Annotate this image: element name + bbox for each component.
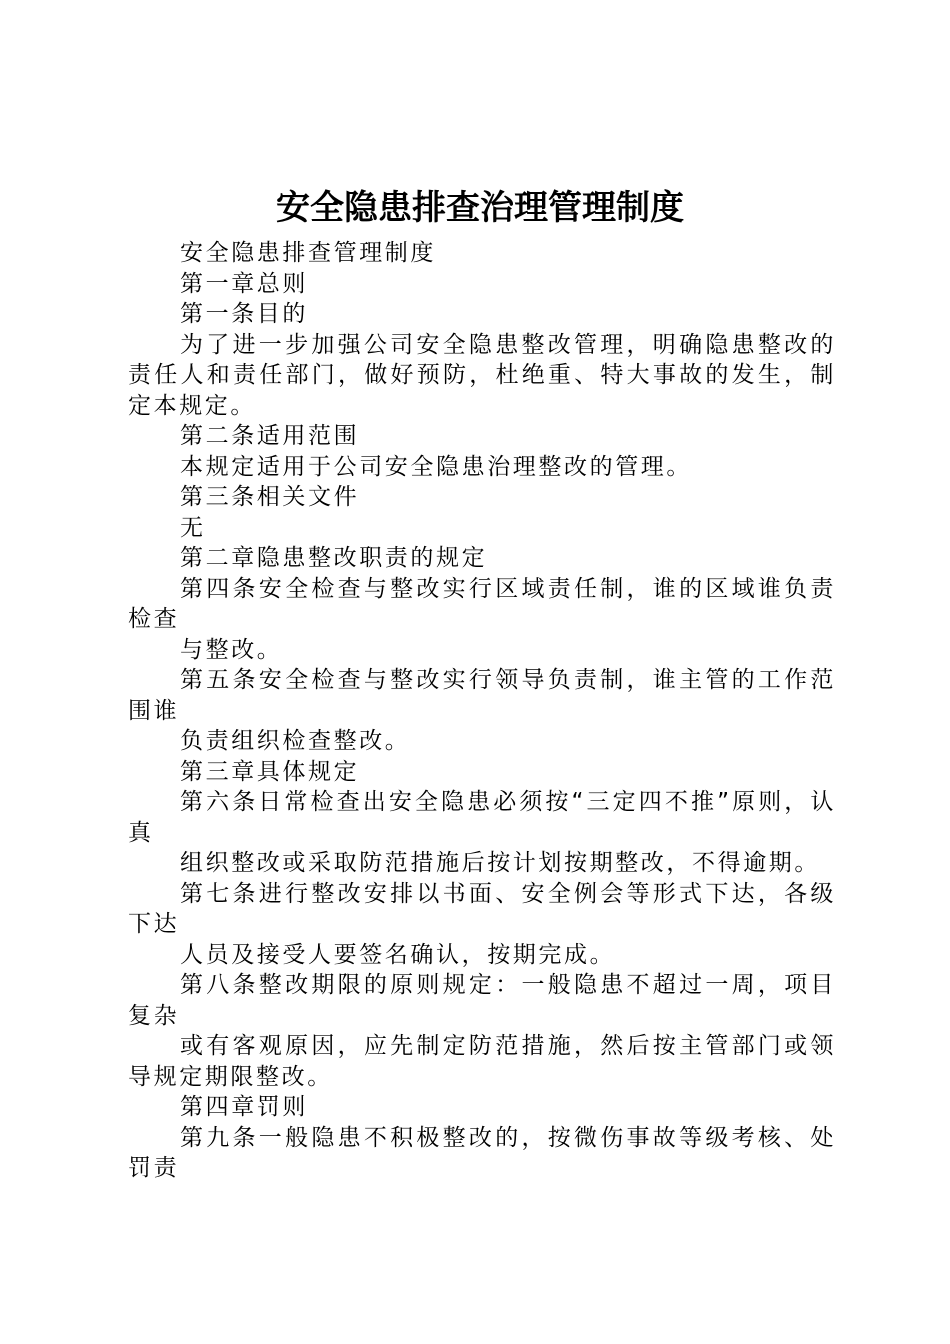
chapter-heading: 第四章罚则 bbox=[180, 1094, 308, 1120]
paragraph: 与整改。 bbox=[180, 636, 283, 663]
paragraph: 第四条安全检查与整改实行区域责任制，谁的区域谁负责检查 bbox=[128, 575, 836, 632]
paragraph: 人员及接受人要签名确认，按期完成。 bbox=[180, 941, 616, 968]
paragraph: 第九条一般隐患不积极整改的，按微伤事故等级考核、处罚责 bbox=[128, 1124, 836, 1181]
paragraph: 第五条安全检查与整改实行领导负责制，谁主管的工作范围谁 bbox=[128, 667, 836, 724]
document-title: 安全隐患排查治理管理制度 bbox=[276, 188, 684, 228]
article-heading: 第二条适用范围 bbox=[180, 423, 360, 449]
chapter-heading: 第二章隐患整改职责的规定 bbox=[180, 545, 488, 571]
chapter-heading: 第一章总则 bbox=[180, 270, 308, 297]
chapter-heading: 第三章具体规定 bbox=[180, 758, 360, 785]
article-heading: 第三条相关文件 bbox=[180, 484, 360, 510]
paragraph: 或有客观原因，应先制定防范措施，然后按主管部门或领导规定期限整改。 bbox=[128, 1033, 836, 1090]
article-heading: 第一条目的 bbox=[180, 301, 308, 327]
paragraph: 安全隐患排查管理制度 bbox=[180, 240, 436, 266]
paragraph: 负责组织检查整改。 bbox=[180, 728, 411, 754]
paragraph: 第八条整改期限的原则规定：一般隐患不超过一周，项目复杂 bbox=[128, 972, 836, 1029]
paragraph: 无 bbox=[180, 514, 206, 541]
document-body bbox=[128, 238, 836, 1184]
paragraph: 第六条日常检查出安全隐患必须按“三定四不推”原则，认真 bbox=[128, 789, 836, 846]
paragraph: 组织整改或采取防范措施后按计划按期整改，不得逾期。 bbox=[180, 850, 820, 876]
paragraph: 本规定适用于公司安全隐患治理整改的管理。 bbox=[180, 453, 692, 480]
paragraph: 为了进一步加强公司安全隐患整改管理，明确隐患整改的责任人和责任部门，做好预防，杜绝重、特大事故的发生，制定本规定。 bbox=[128, 331, 836, 419]
paragraph: 第七条进行整改安排以书面、安全例会等形式下达，各级下达 bbox=[128, 880, 836, 937]
